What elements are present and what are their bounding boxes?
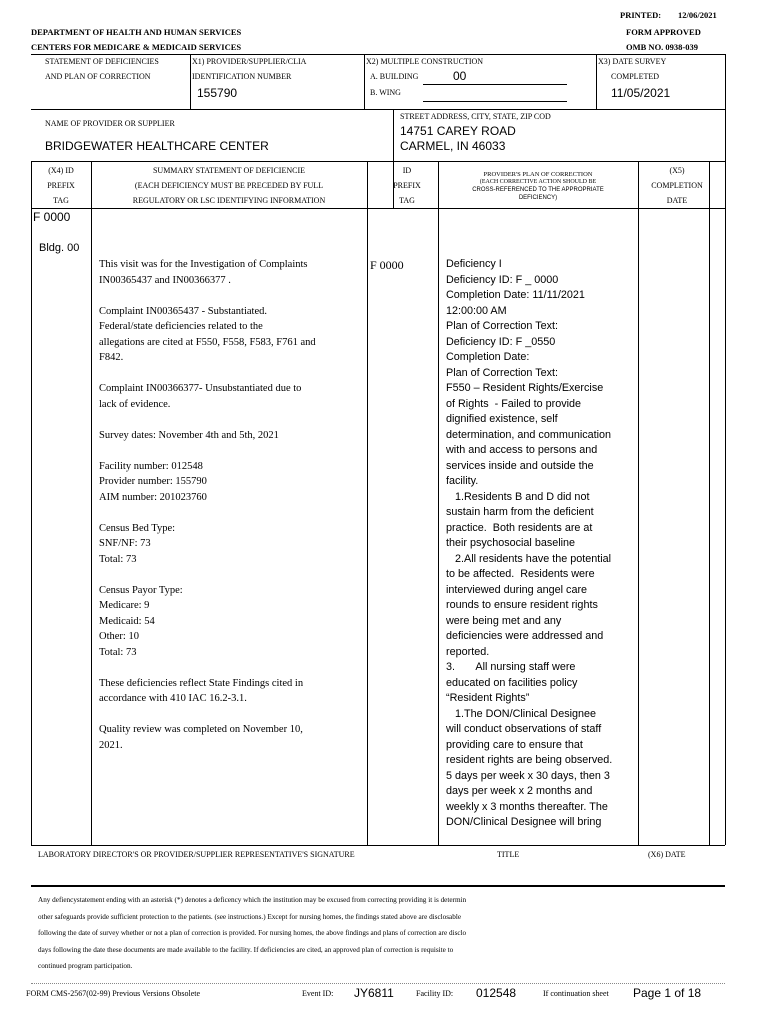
plan-line: to be affected. Residents were [446,568,595,580]
plan-line: 2.All residents have the potential [446,552,612,565]
provider-name-label: NAME OF PROVIDER OR SUPPLIER [45,119,175,128]
provider-id-value: 155790 [197,86,238,100]
disclaimer-line: Any defiencystatement ending with an asterisk (*) denotes a deficency which the institution may be excused from correcting providing it is determin [38,896,467,904]
summary-line: lack of evidence. [99,398,171,410]
summary-line [99,412,316,428]
x5-header: (X5) [669,166,685,175]
plan-of-correction [446,257,612,831]
summary-line [99,505,316,521]
x4-header-3: TAG [53,196,69,205]
summary-header-3: REGULATORY OR LSC IDENTIFYING INFORMATION [132,196,326,205]
summary-line [99,660,316,676]
statement-label: STATEMENT OF DEFICIENCIES [45,57,159,66]
plan-line: determination, and communication [446,428,612,441]
summary-line: SNF/NF: 73 [99,538,151,549]
plan-line: 5 days per week x 30 days, then 3 [446,769,610,782]
plan-line: Deficiency ID: F _0550 [446,335,556,348]
building-tag: Bldg. 00 [39,242,80,254]
summary-line [99,707,316,723]
plan-line: facility. [446,475,479,487]
summary-line [99,443,316,459]
plan-line: Plan of Correction Text: [446,366,559,379]
x5-header-2: COMPLETION [651,181,703,190]
department-title: DEPARTMENT OF HEALTH AND HUMAN SERVICES [31,27,242,37]
summary-line: Facility number: 012548 [99,460,203,472]
building-value: 00 [453,69,467,83]
plan-line: rounds to ensure resident rights [446,599,598,611]
event-id-value: JY6811 [354,986,394,1000]
id-header-2: PREFIX [393,181,421,190]
omb-number: OMB NO. 0938-039 [626,42,699,52]
plan-line: 1.Residents B and D did not [446,490,590,503]
plan-line: Completion Date: [446,351,530,363]
plan-line: providing care to ensure that [446,738,583,751]
summary-line: accordance with 410 IAC 16.2-3.1. [99,693,247,704]
summary-line [99,567,316,583]
plan-line: DON/Clinical Designee will bring [446,816,602,828]
plan-line: of Rights - Failed to provide [446,397,582,410]
summary-line [99,288,316,304]
plan-header: PROVIDER'S PLAN OF CORRECTION [483,171,593,178]
plan-line: F550 – Resident Rights/Exercise [446,382,604,394]
summary-line: Medicaid: 54 [99,615,155,627]
centers-title: CENTERS FOR MEDICARE & MEDICAID SERVICES [31,42,242,52]
id-prefix-tag: F 0000 [370,258,404,272]
plan-line: their psychosocial baseline [446,537,576,549]
id-header: ID [402,166,412,175]
plan-line: days per week x 2 months and [446,785,593,797]
plan-line: with and access to persons and [446,444,598,456]
summary-line: Quality review was completed on November 10, [99,724,303,735]
plan-line: sustain harm from the deficient [446,506,594,518]
signature-label: LABORATORY DIRECTOR'S OR PROVIDER/SUPPLIER REPRESENTATIVE'S SIGNATURE [38,850,355,859]
plan-line: Completion Date: 11/11/2021 [446,289,585,301]
id-header-3: TAG [399,196,415,205]
plan-line: “Resident Rights” [446,692,530,704]
plan-line: services inside and outside the [446,459,594,472]
summary-header-2: (EACH DEFICIENCY MUST BE PRECEDED BY FULL [134,181,324,190]
form-number: FORM CMS-2567(02-99) Previous Versions Obsolete [26,989,201,998]
disclaimer [38,892,466,975]
plan-line: interviewed during angel care [446,583,588,596]
address-line-2: CARMEL, IN 46033 [400,139,506,153]
summary-line: F842. [99,352,124,363]
summary-line: AIM number: 201023760 [99,491,207,503]
disclaimer-line: following the date of survey whether or not a plan of correction is provided. For nursing homes, the above findings and plans of correction are disclo [38,929,467,937]
wing-label: B. WING [370,88,401,97]
x6-date-label: (X6) DATE [648,850,686,859]
x2-label: X2) MULTIPLE CONSTRUCTION [366,57,484,66]
summary-line: Other: 10 [99,631,139,642]
address-label: STREET ADDRESS, CITY, STATE, ZIP COD [400,112,551,121]
plan-header-3: CROSS-REFERENCED TO THE APPROPRIATE [472,187,604,193]
facility-id-value: 012548 [476,986,517,1000]
summary-line: Census Payor Type: [99,584,183,596]
plan-line: resident rights are being observed. [446,754,613,766]
plan-line: dignified existence, self [446,413,558,425]
x3-label-2: COMPLETED [611,72,659,81]
plan-header-2: (EACH CORRECTIVE ACTION SHOULD BE [479,179,597,185]
plan-line: Plan of Correction Text: [446,320,559,332]
plan-line: Deficiency I [446,258,502,270]
event-id-label: Event ID: [302,989,334,998]
statement-label-2: AND PLAN OF CORRECTION [45,72,151,81]
left-prefix-tag: F 0000 [33,210,71,224]
summary-line: Survey dates: November 4th and 5th, 2021 [99,429,279,441]
form-approved: FORM APPROVED [626,27,701,37]
summary-line: allegations are cited at F550, F558, F583, F761 and [99,336,316,348]
plan-line: Deficiency ID: F _ 0000 [446,273,559,286]
disclaimer-line: days following the date these documents are made available to the facility. If deficiencies are cited, an approved plan of correction is requisite to [38,945,454,954]
x1-label-2: IDENTIFICATION NUMBER [192,72,292,81]
title-label: TITLE [497,850,520,859]
plan-line: 3. All nursing staff were [446,661,576,673]
plan-line: 12:00:00 AM [446,304,507,317]
summary-line: Census Bed Type: [99,522,176,534]
summary-line: Complaint IN00365437 - Substantiated. [99,305,267,317]
disclaimer-line: continued program participation. [38,962,133,970]
plan-line: will conduct observations of staff [446,723,602,735]
summary-line: Total: 73 [99,646,137,658]
x3-label: X3) DATE SURVEY [598,57,667,66]
address-line-1: 14751 CAREY ROAD [400,124,516,138]
summary-line [99,366,316,382]
summary-line: IN00365437 and IN00366377 . [99,274,231,286]
x4-header-2: PREFIX [47,181,75,190]
plan-line: deficiencies were addressed and [446,630,604,642]
building-label: A. BUILDING [370,72,419,81]
summary-line: Federal/state deficiencies related to the [99,321,263,332]
provider-name-value: BRIDGEWATER HEALTHCARE CENTER [45,139,269,153]
printed-date: 12/06/2021 [678,10,717,20]
plan-header-4: DEFICIENCY) [518,195,558,201]
summary-line: Provider number: 155790 [99,476,207,487]
x1-label: X1) PROVIDER/SUPPLIER/CLIA [192,57,307,66]
plan-line: reported. [446,645,490,658]
plan-line: were being met and any [446,614,562,627]
summary-header: SUMMARY STATEMENT OF DEFICIENCIE [152,166,306,175]
summary-line: Total: 73 [99,553,137,565]
continuation-label: If continuation sheet [543,989,609,998]
summary-line: These deficiencies reflect State Findings cited in [99,677,304,689]
plan-line: educated on facilities policy [446,676,578,689]
summary-line: 2021. [99,739,123,751]
summary-line: Complaint IN00366377- Unsubstantiated due to [99,383,302,394]
plan-line: weekly x 3 months thereafter. The [446,800,608,813]
printed-label: PRINTED: [620,10,662,20]
facility-id-label: Facility ID: [416,989,454,998]
summary-line: Medicare: 9 [99,600,150,611]
x5-header-3: DATE [666,196,688,205]
plan-line: practice. Both residents are at [446,521,593,534]
plan-line: 1.The DON/Clinical Designee [446,707,597,720]
survey-date-value: 11/05/2021 [611,86,671,100]
summary-statement [99,257,316,753]
summary-line: This visit was for the Investigation of Complaints [99,259,308,270]
page-number: Page 1 of 18 [633,986,702,1000]
disclaimer-line: other safeguards provide sufficient protection to the patients. (see instructions.) Except for nursing homes, the findings stated above are disclosable [38,912,462,921]
x4-header: (X4) ID [48,166,74,175]
